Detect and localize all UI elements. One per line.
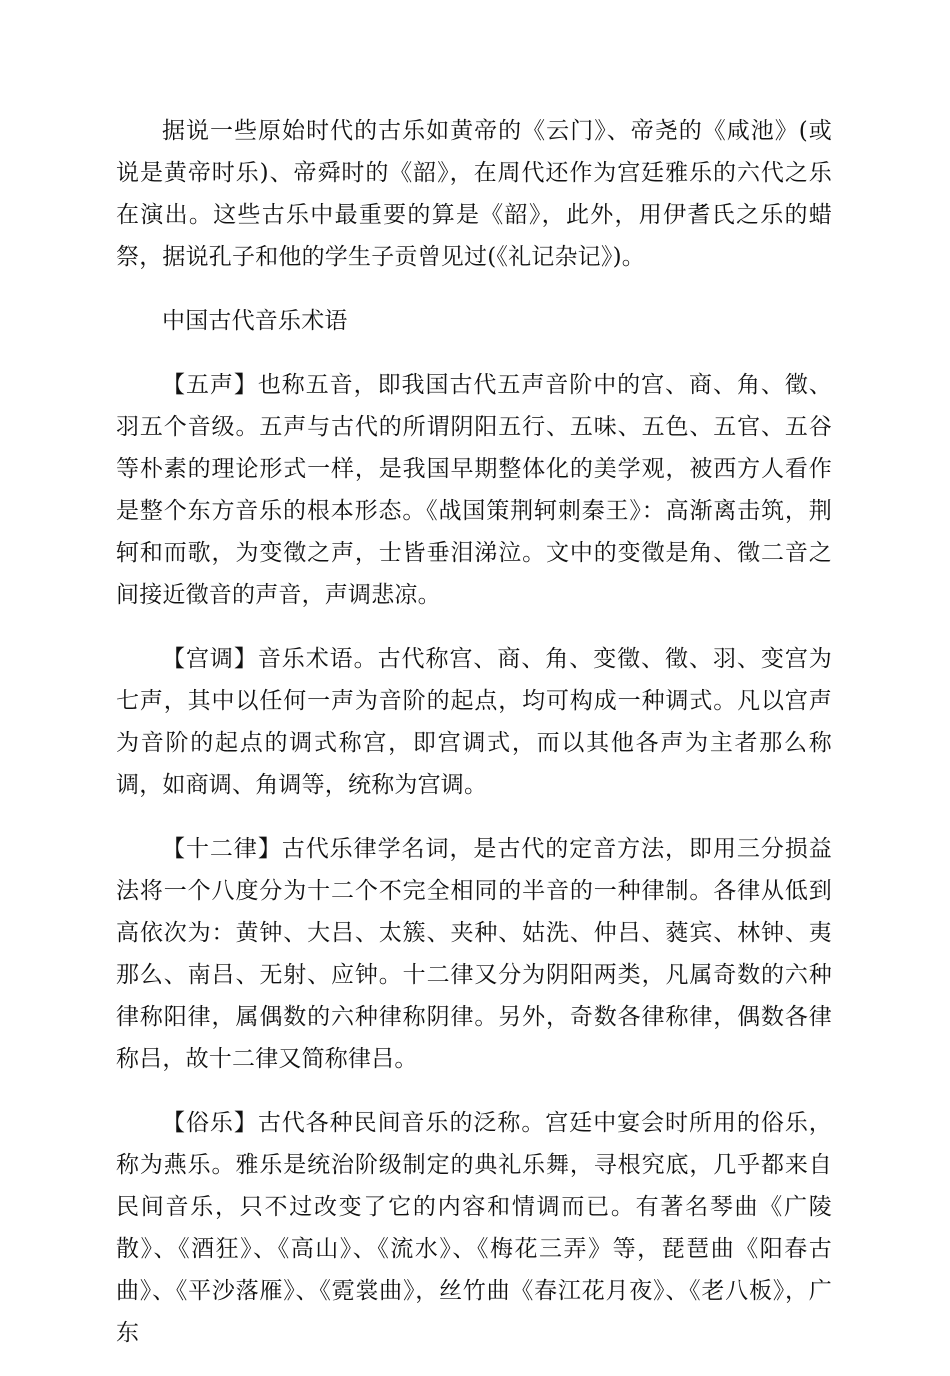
term-suyue-paragraph: 【俗乐】古代各种民间音乐的泛称。宫廷中宴会时所用的俗乐，称为燕乐。雅乐是统治阶级制定的典礼乐舞，寻根究底，几乎都来自民间音乐，只不过改变了它的内容和情调而已。有著名琴曲《广陵散》、《酒狂》、《高山》、《流水》、《梅花三弄》等，琵琶曲《阳春古曲》、《平沙落雁》、《霓裳曲》，丝竹曲《春江花月夜》、《老八板》，广东 — [116, 1110, 832, 1346]
term-shierlv-paragraph: 【十二律】古代乐律学名词，是古代的定音方法，即用三分损益法将一个八度分为十二个不完全相同的半音的一种律制。各律从低到高依次为：黄钟、大吕、太簇、夹种、姑洗、仲吕、蕤宾、林钟、夷那么、南吕、无射、应钟。十二律又分为阴阳两类，凡属奇数的六种律称阳律，属偶数的六种律称阴律。另外，奇数各律称律，偶数各律称吕，故十二律又简称律吕。 — [116, 836, 832, 1072]
term-wusheng-paragraph: 【五声】也称五音，即我国古代五声音阶中的宫、商、角、徵、羽五个音级。五声与古代的所谓阴阳五行、五味、五色、五官、五谷等朴素的理论形式一样，是我国早期整体化的美学观，被西方人看作是整个东方音乐的根本形态。《战国策荆轲刺秦王》：高渐离击筑，荆轲和而歌，为变徵之声，士皆垂泪涕泣。文中的变徵是角、徵二音之间接近徵音的声音，声调悲凉。 — [116, 372, 832, 608]
intro-paragraph: 据说一些原始时代的古乐如黄帝的《云门》、帝尧的《咸池》(或说是黄帝时乐)、帝舜时的《韶》，在周代还作为宫廷雅乐的六代之乐在演出。这些古乐中最重要的算是《韶》，此外，用伊耆氏之乐的蜡祭，据说孔子和他的学生子贡曾见过(《礼记杂记》)。 — [116, 118, 832, 270]
section-heading: 中国古代音乐术语 — [162, 308, 348, 334]
term-gongdiao-paragraph: 【宫调】音乐术语。古代称宫、商、角、变徵、徵、羽、变宫为七声，其中以任何一声为音阶的起点，均可构成一种调式。凡以宫声为音阶的起点的调式称宫，即宫调式，而以其他各声为主者那么称调，如商调、角调等，统称为宫调。 — [116, 646, 832, 798]
document-body — [116, 110, 832, 1376]
